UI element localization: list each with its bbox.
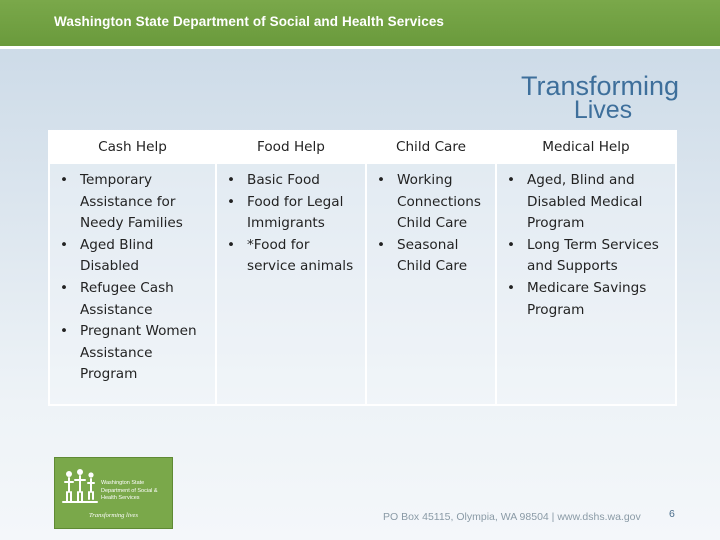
list-item: • Food for Legal Immigrants	[221, 192, 361, 235]
dshs-logo	[54, 457, 173, 529]
medical-help-cell	[496, 163, 676, 405]
cash-help-list	[54, 170, 211, 386]
cash-help-cell	[49, 163, 216, 405]
list-item: • Refugee Cash Assistance	[54, 278, 211, 321]
list-item: • Pregnant Women Assistance Program	[54, 321, 211, 386]
list-item: • Long Term Services and Supports	[501, 235, 671, 278]
list-item: • Basic Food	[221, 170, 361, 192]
people-family-icon	[61, 468, 99, 504]
list-item: • Aged, Blind and Disabled Medical Program	[501, 170, 671, 235]
page-number: 6	[669, 508, 675, 520]
logo-tagline: Transforming lives	[89, 512, 138, 519]
column-heading-cash-help: Cash Help	[49, 131, 216, 163]
column-heading-child-care: Child Care	[366, 131, 496, 163]
tagline-line2: Lives	[573, 96, 633, 124]
child-care-list	[371, 170, 491, 278]
child-care-cell	[366, 163, 496, 405]
table-body-row	[49, 163, 676, 405]
medical-help-list	[501, 170, 671, 321]
list-item: • Medicare Savings Program	[501, 278, 671, 321]
column-heading-medical-help: Medical Help	[496, 131, 676, 163]
food-help-list	[221, 170, 361, 278]
footer-address: PO Box 45115, Olympia, WA 98504 | www.dshs.wa.gov	[383, 511, 641, 523]
list-item: • Seasonal Child Care	[371, 235, 491, 278]
table-header-row	[49, 131, 676, 163]
header-bar	[0, 0, 720, 49]
column-heading-food-help: Food Help	[216, 131, 366, 163]
list-item: • Aged Blind Disabled	[54, 235, 211, 278]
help-programs-table	[48, 130, 677, 406]
header-title: Washington State Department of Social and Health Services	[54, 14, 445, 29]
logo-text-department: Department of Social & Health Services	[101, 488, 158, 501]
list-item: • Temporary Assistance for Needy Families	[54, 170, 211, 235]
logo-text-state: Washington State	[101, 480, 145, 486]
tagline	[520, 71, 680, 124]
list-item: • Working Connections Child Care	[371, 170, 491, 235]
list-item: • *Food for service animals	[221, 235, 361, 278]
food-help-cell	[216, 163, 366, 405]
tagline-line1: Transforming	[520, 71, 680, 101]
